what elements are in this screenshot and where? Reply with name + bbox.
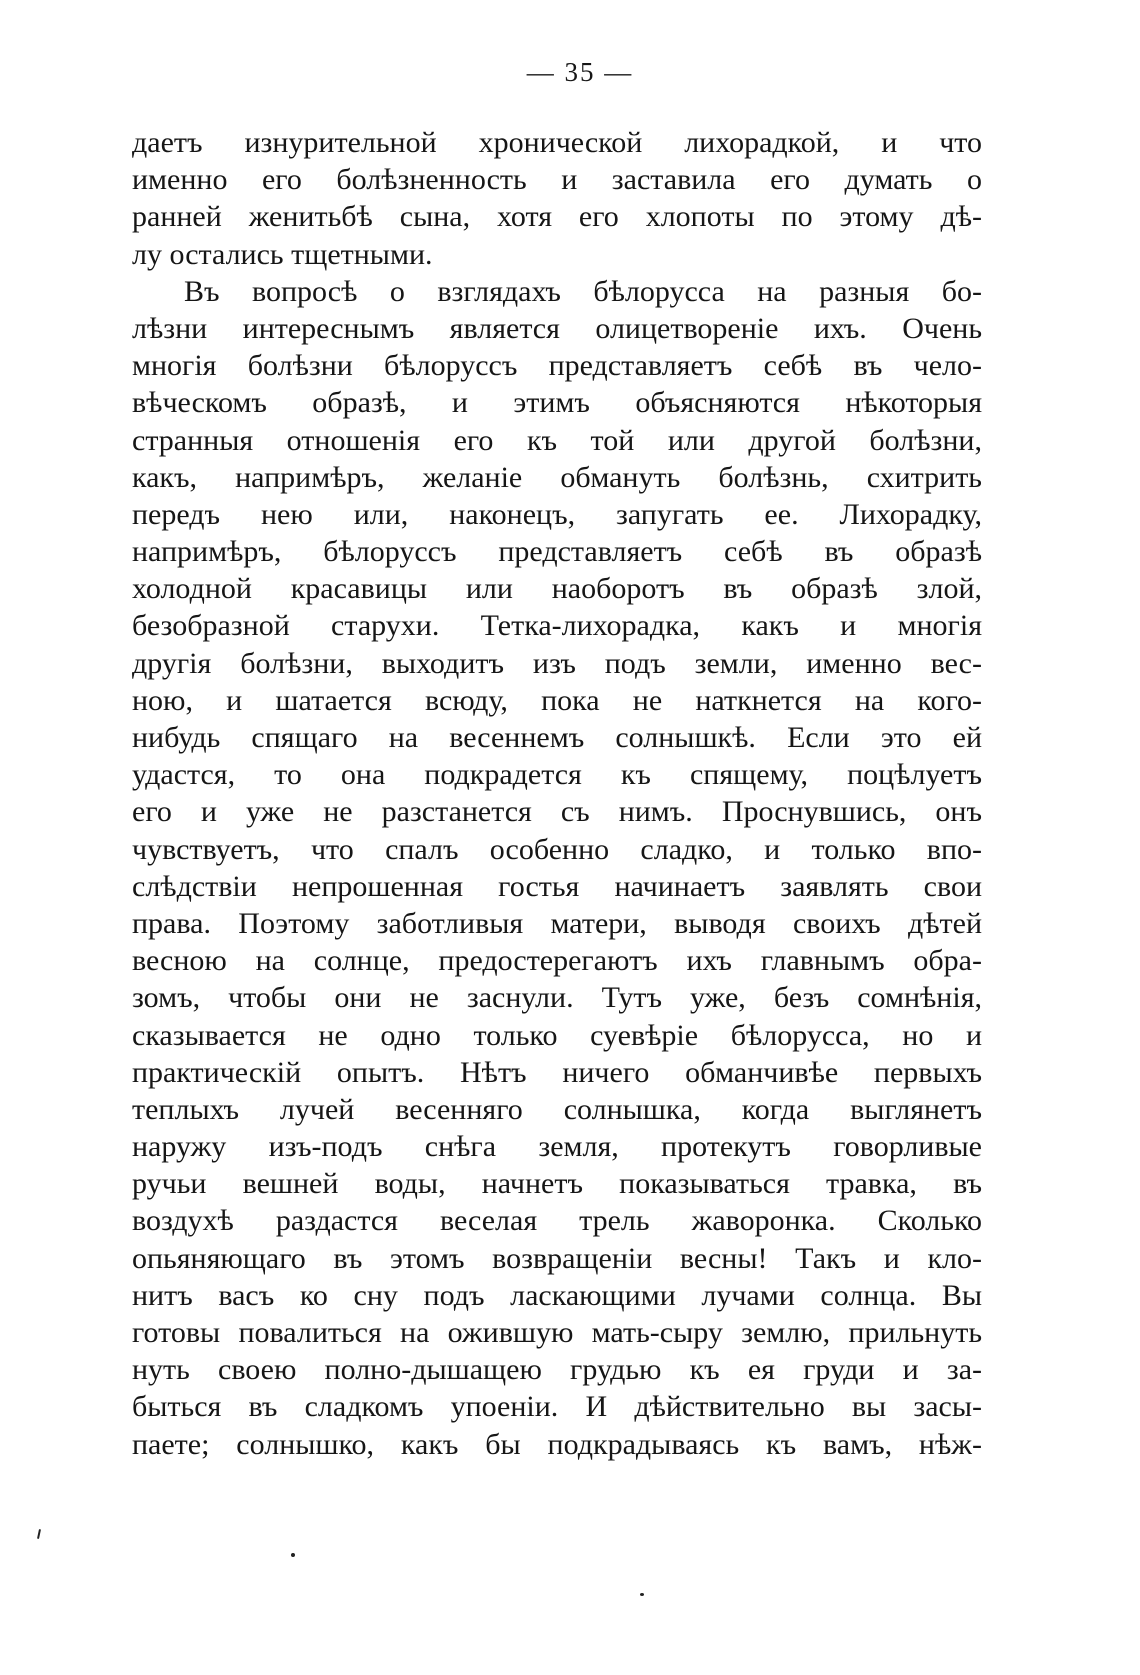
- body-text: [132, 124, 982, 1463]
- page-number: — 35 —: [526, 57, 634, 87]
- text-line: наружу изъ-подъ снѣга земля, протекутъ говорливые: [132, 1130, 982, 1164]
- scan-speck: [291, 1553, 295, 1557]
- text-line: нитъ васъ ко сну подъ ласкающими лучами солнца. Вы: [132, 1278, 982, 1312]
- text-line: лу остались тщетными.: [132, 237, 433, 271]
- text-line: безобразной старухи. Тетка-лихорадка, какъ и многія: [132, 609, 982, 643]
- text-line: ною, и шатается всюду, пока не наткнется на кого-: [132, 683, 982, 717]
- text-line: именно его болѣзненность и заставила его думать о: [132, 163, 982, 197]
- text-line: сказывается не одно только суевѣріе бѣлорусса, но и: [132, 1018, 982, 1052]
- text-line: даетъ изнурительной хронической лихорадкой, и что: [132, 126, 982, 159]
- text-line: теплыхъ лучей весенняго солнышка, когда выглянетъ: [132, 1092, 982, 1126]
- scan-speck: [640, 1593, 644, 1596]
- text-line: быться въ сладкомъ упоеніи. И дѣйствительно вы засы-: [132, 1390, 982, 1424]
- text-line: чувствуетъ, что спалъ особенно сладко, и только впо-: [132, 832, 982, 866]
- text-line: нуть своею полно-дышащею грудью къ ея груди и за-: [132, 1353, 982, 1387]
- text-line: слѣдствіи непрошенная гостья начинаетъ заявлять свои: [132, 869, 982, 903]
- text-line: паете; солнышко, какъ бы подкрадываясь къ вамъ, нѣж-: [132, 1427, 982, 1461]
- text-line: готовы повалиться на ожившую мать-сыру землю, прильнуть: [132, 1316, 982, 1349]
- text-line: его и уже не разстанется съ нимъ. Проснувшись, онъ: [132, 795, 982, 829]
- text-line: передъ нею или, наконецъ, запугать ее. Лихорадку,: [132, 497, 982, 531]
- text-line: многія болѣзни бѣлоруссъ представляетъ себѣ въ чело-: [132, 349, 982, 383]
- text-line: вѣческомъ образѣ, и этимъ объясняются нѣкоторыя: [132, 386, 982, 420]
- scan-speck: [37, 1529, 41, 1539]
- text-line: удастся, то она подкрадется къ спящему, поцѣлуетъ: [132, 758, 982, 792]
- text-line: холодной красавицы или наоборотъ въ образѣ злой,: [132, 572, 982, 606]
- text-line: напримѣръ, бѣлоруссъ представляетъ себѣ въ образѣ: [132, 535, 982, 569]
- text-line: нибудь спящаго на весеннемъ солнышкѣ. Если это ей: [132, 721, 982, 754]
- text-line: другія болѣзни, выходитъ изъ подъ земли, именно вес-: [132, 646, 982, 680]
- text-line: лѣзни интереснымъ является олицетвореніе ихъ. Очень: [132, 311, 982, 345]
- text-line: опьяняющаго въ этомъ возвращеніи весны! Такъ и кло-: [132, 1241, 982, 1275]
- text-line: зомъ, чтобы они не заснули. Тутъ уже, безъ сомнѣнія,: [132, 981, 982, 1015]
- text-line: какъ, напримѣръ, желаніе обмануть болѣзнь, схитрить: [132, 460, 982, 494]
- text-line: Въ вопросѣ о взглядахъ бѣлорусса на разныя бо-: [184, 274, 982, 308]
- text-line: ранней женитьбѣ сына, хотя его хлопоты по этому дѣ-: [132, 200, 982, 234]
- text-line: права. Поэтому заботливыя матери, выводя своихъ дѣтей: [132, 906, 982, 940]
- text-line: весною на солнце, предостерегаютъ ихъ главнымъ обра-: [132, 944, 982, 978]
- text-line: практическій опытъ. Нѣтъ ничего обманчивѣе первыхъ: [132, 1055, 982, 1089]
- text-line: воздухѣ раздастся веселая трель жаворонка. Сколько: [132, 1204, 982, 1238]
- text-line: странныя отношенія его къ той или другой болѣзни,: [132, 423, 982, 457]
- text-line: ручьи вешней воды, начнетъ показываться травка, въ: [132, 1167, 982, 1201]
